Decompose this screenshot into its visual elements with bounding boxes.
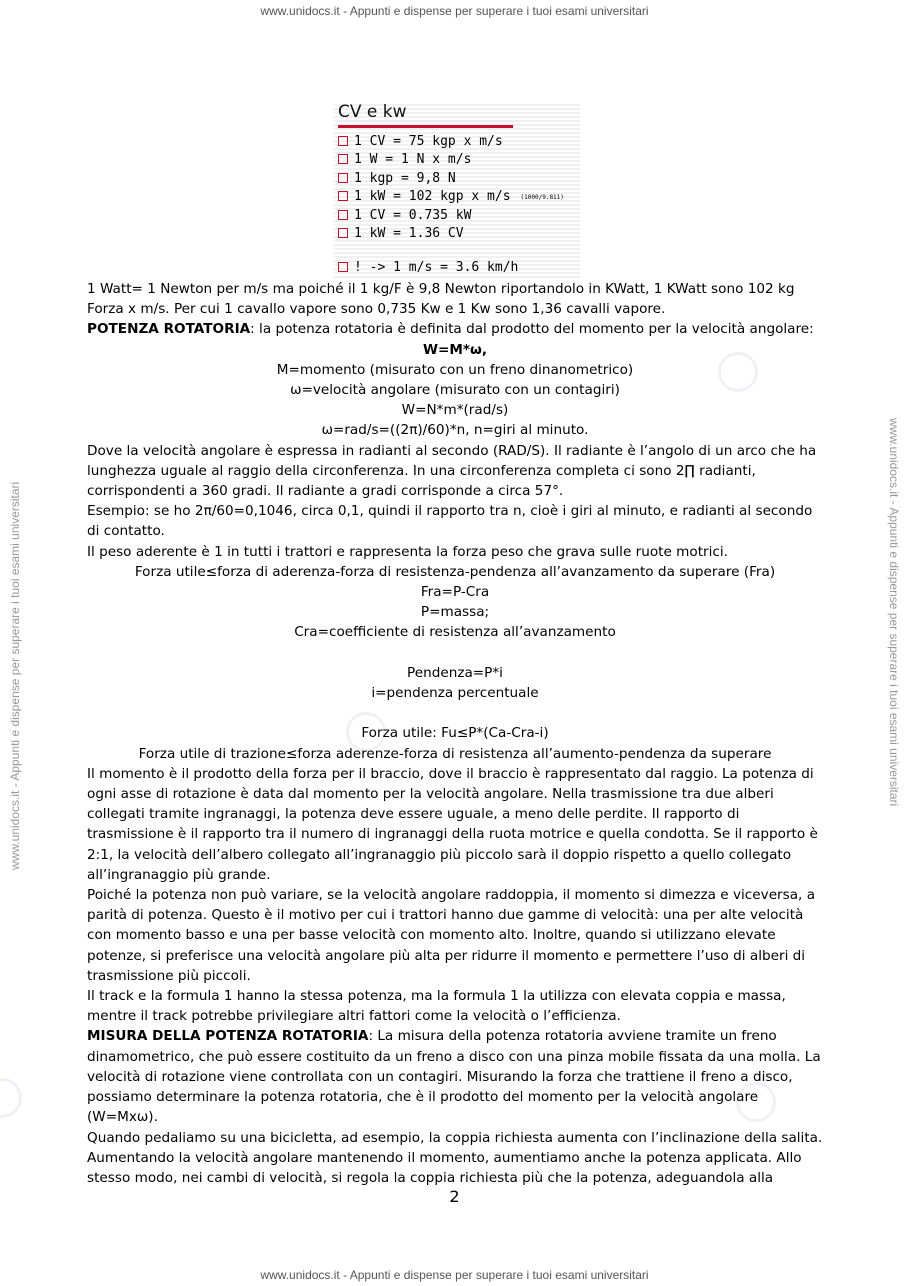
formula-cra: Cra=coefficiente di resistenza all’avanzamento [294,624,616,641]
spacer [87,703,823,723]
checkbox-square-icon [338,154,348,164]
cv-note-small: (1000/9.811) [520,194,564,202]
checkbox-square-icon [338,136,348,146]
formula-pendenza: Pendenza=P*i [407,664,503,681]
checkbox-square-icon [338,210,348,220]
side-watermark-left: www.unidocs.it - Appunti e dispense per superare i tuoi esami universitari [8,481,22,870]
cv-box-title-underline [338,125,513,128]
list-item: 1 kW = 1.36 CV [338,225,564,243]
paragraph-poiche: Poiché la potenza non può variare, se la velocità angolare raddoppia, il momento si dimezza e viceversa, a parità di potenza. Questo è il motivo per cui i trattori hanno due gamme di velocità: una per alte velocità con momento basso e una per basse velocità con momento alto. Inoltre, quando si utilizzano elevate potenze, si preferisce una velocità angolare più alta per ridurre il momento e permettere l’uso di alberi di trasmissione più piccoli. [87,887,816,984]
paragraph-momento: Il momento è il prodotto della forza per il braccio, dove il braccio è rappresentato dal raggio. La potenza di ogni asse di rotazione è data dal momento per la velocità angolare. Nella trasmissione tra due alberi collegati tramite ingranaggi, la potenza deve essere uguale, a meno delle perdite. Il rapporto di trasmissione è il rapporto tra il numero di ingranaggi della ruota motrice e quella condotta. Se il rapporto è 2:1, la velocità dell’albero collegato all’ingranaggio più piccolo sarà il doppio rispetto a quello collegato all’ingranaggio più grande. [87,765,818,883]
checkbox-square-icon [338,191,348,201]
checkbox-square-icon [338,228,348,238]
paragraph-esempio: Esempio: se ho 2π/60=0,1046, circa 0,1, quindi il rapporto tra n, cioè i giri al minuto, e radianti al secondo di contatto. [87,503,813,540]
watermark-logo-icon [0,1078,22,1118]
list-item: 1 CV = 75 kgp x m/s [338,133,564,151]
list-item: 1 kW = 102 kgp x m/s (1000/9.811) [338,188,564,206]
list-item: 1 W = 1 N x m/s [338,151,564,169]
paragraph-potenza-rotatoria: POTENZA ROTATORIA: la potenza rotatoria è definita dal prodotto del momento per la velocità angolare: [87,321,814,338]
formula-fra: Fra=P-Cra [420,584,490,601]
page-number: 2 [449,1187,460,1206]
list-item: 1 kgp = 9,8 N [338,170,564,188]
paragraph-peso-aderente: Il peso aderente è 1 in tutti i trattori e rappresenta la forza peso che grava sulle ruote motrici. [87,543,728,560]
spacer [87,643,823,663]
formula-w-n: W=N*m*(rad/s) [401,402,509,419]
formula-fu: Forza utile: Fu≤P*(Ca-Cra-i) [361,725,549,742]
paragraph-misura: MISURA DELLA POTENZA ROTATORIA: La misura della potenza rotatoria avviene tramite un freno dinamometrico, che può essere costituito da un freno a disco con una pinza mobile fissata da una molla. La velocità di rotazione viene controllata con un contagiri. Misurando la forza che trattiene il freno a disco, possiamo determinare la potenza rotatoria, che è il prodotto del momento per la velocità angolare (W=Mxω). [87,1028,821,1126]
cv-kw-conversion-box [334,102,580,278]
cv-speed-note: ! -> 1 m/s = 3.6 km/h [338,260,518,275]
formula-momento: M=momento (misurato con un freno dinanometrico) [276,361,634,378]
heading-misura-potenza: MISURA DELLA POTENZA ROTATORIA [87,1028,369,1045]
cv-box-title: CV e kw [338,102,407,122]
formula-i: i=pendenza percentuale [371,685,539,702]
heading-potenza-rotatoria: POTENZA ROTATORIA [87,321,251,338]
side-watermark-right: www.unidocs.it - Appunti e dispense per superare i tuoi esami universitari [887,418,901,807]
paragraph-watt: 1 Watt= 1 Newton per m/s ma poiché il 1 kg/F è 9,8 Newton riportandolo in KWatt, 1 KWatt sono 102 kg Forza x m/s. Per cui 1 cavallo vapore sono 0,735 Kw e 1 Kw sono 1,36 cavalli vapore. [87,281,795,318]
formula-trazione: Forza utile di trazione≤forza aderenze-forza di resistenza all’aumento-pendenza da superare [138,745,772,762]
cv-conversion-list [338,133,564,243]
header-watermark: www.unidocs.it - Appunti e dispense per superare i tuoi esami universitari [260,4,649,18]
list-item: 1 CV = 0.735 kW [338,207,564,225]
formula-forza-utile: Forza utile≤forza di aderenza-forza di resistenza-pendenza all’avanzamento da superare (Fra) [134,563,776,580]
document-body [87,279,823,1188]
footer-watermark: www.unidocs.it - Appunti e dispense per superare i tuoi esami universitari [260,1268,649,1282]
formula-omega: ω=velocità angolare (misurato con un contagiri) [290,382,620,399]
formula-w-m: W=M*ω, [423,341,487,358]
checkbox-square-icon [338,262,348,272]
checkbox-square-icon [338,173,348,183]
formula-rad: ω=rad/s=((2π)/60)*n, n=giri al minuto. [321,422,589,439]
paragraph-radiante: Dove la velocità angolare è espressa in radianti al secondo (RAD/S). Il radiante è l’angolo di un arco che ha lunghezza uguale al raggio della circonferenza. In una circonferenza completa ci sono 2∏ radianti, corrispondenti a 360 gradi. Il radiante a gradi corrisponde a circa 57°. [87,442,817,500]
formula-p: P=massa; [420,604,490,621]
paragraph-bicicletta: Quando pedaliamo su una bicicletta, ad esempio, la coppia richiesta aumenta con l’inclinazione della salita. Aumentando la velocità angolare mantenendo il momento, aumentiamo anche la potenza applicata. Allo stesso modo, nei cambi di velocità, si regola la coppia richiesta più che la potenza, adeguandola alla [87,1129,823,1186]
paragraph-track: Il track e la formula 1 hanno la stessa potenza, ma la formula 1 la utilizza con elevata coppia e massa, mentre il track potrebbe privilegiare altri fattori come la velocità o l’efficienza. [87,988,786,1025]
